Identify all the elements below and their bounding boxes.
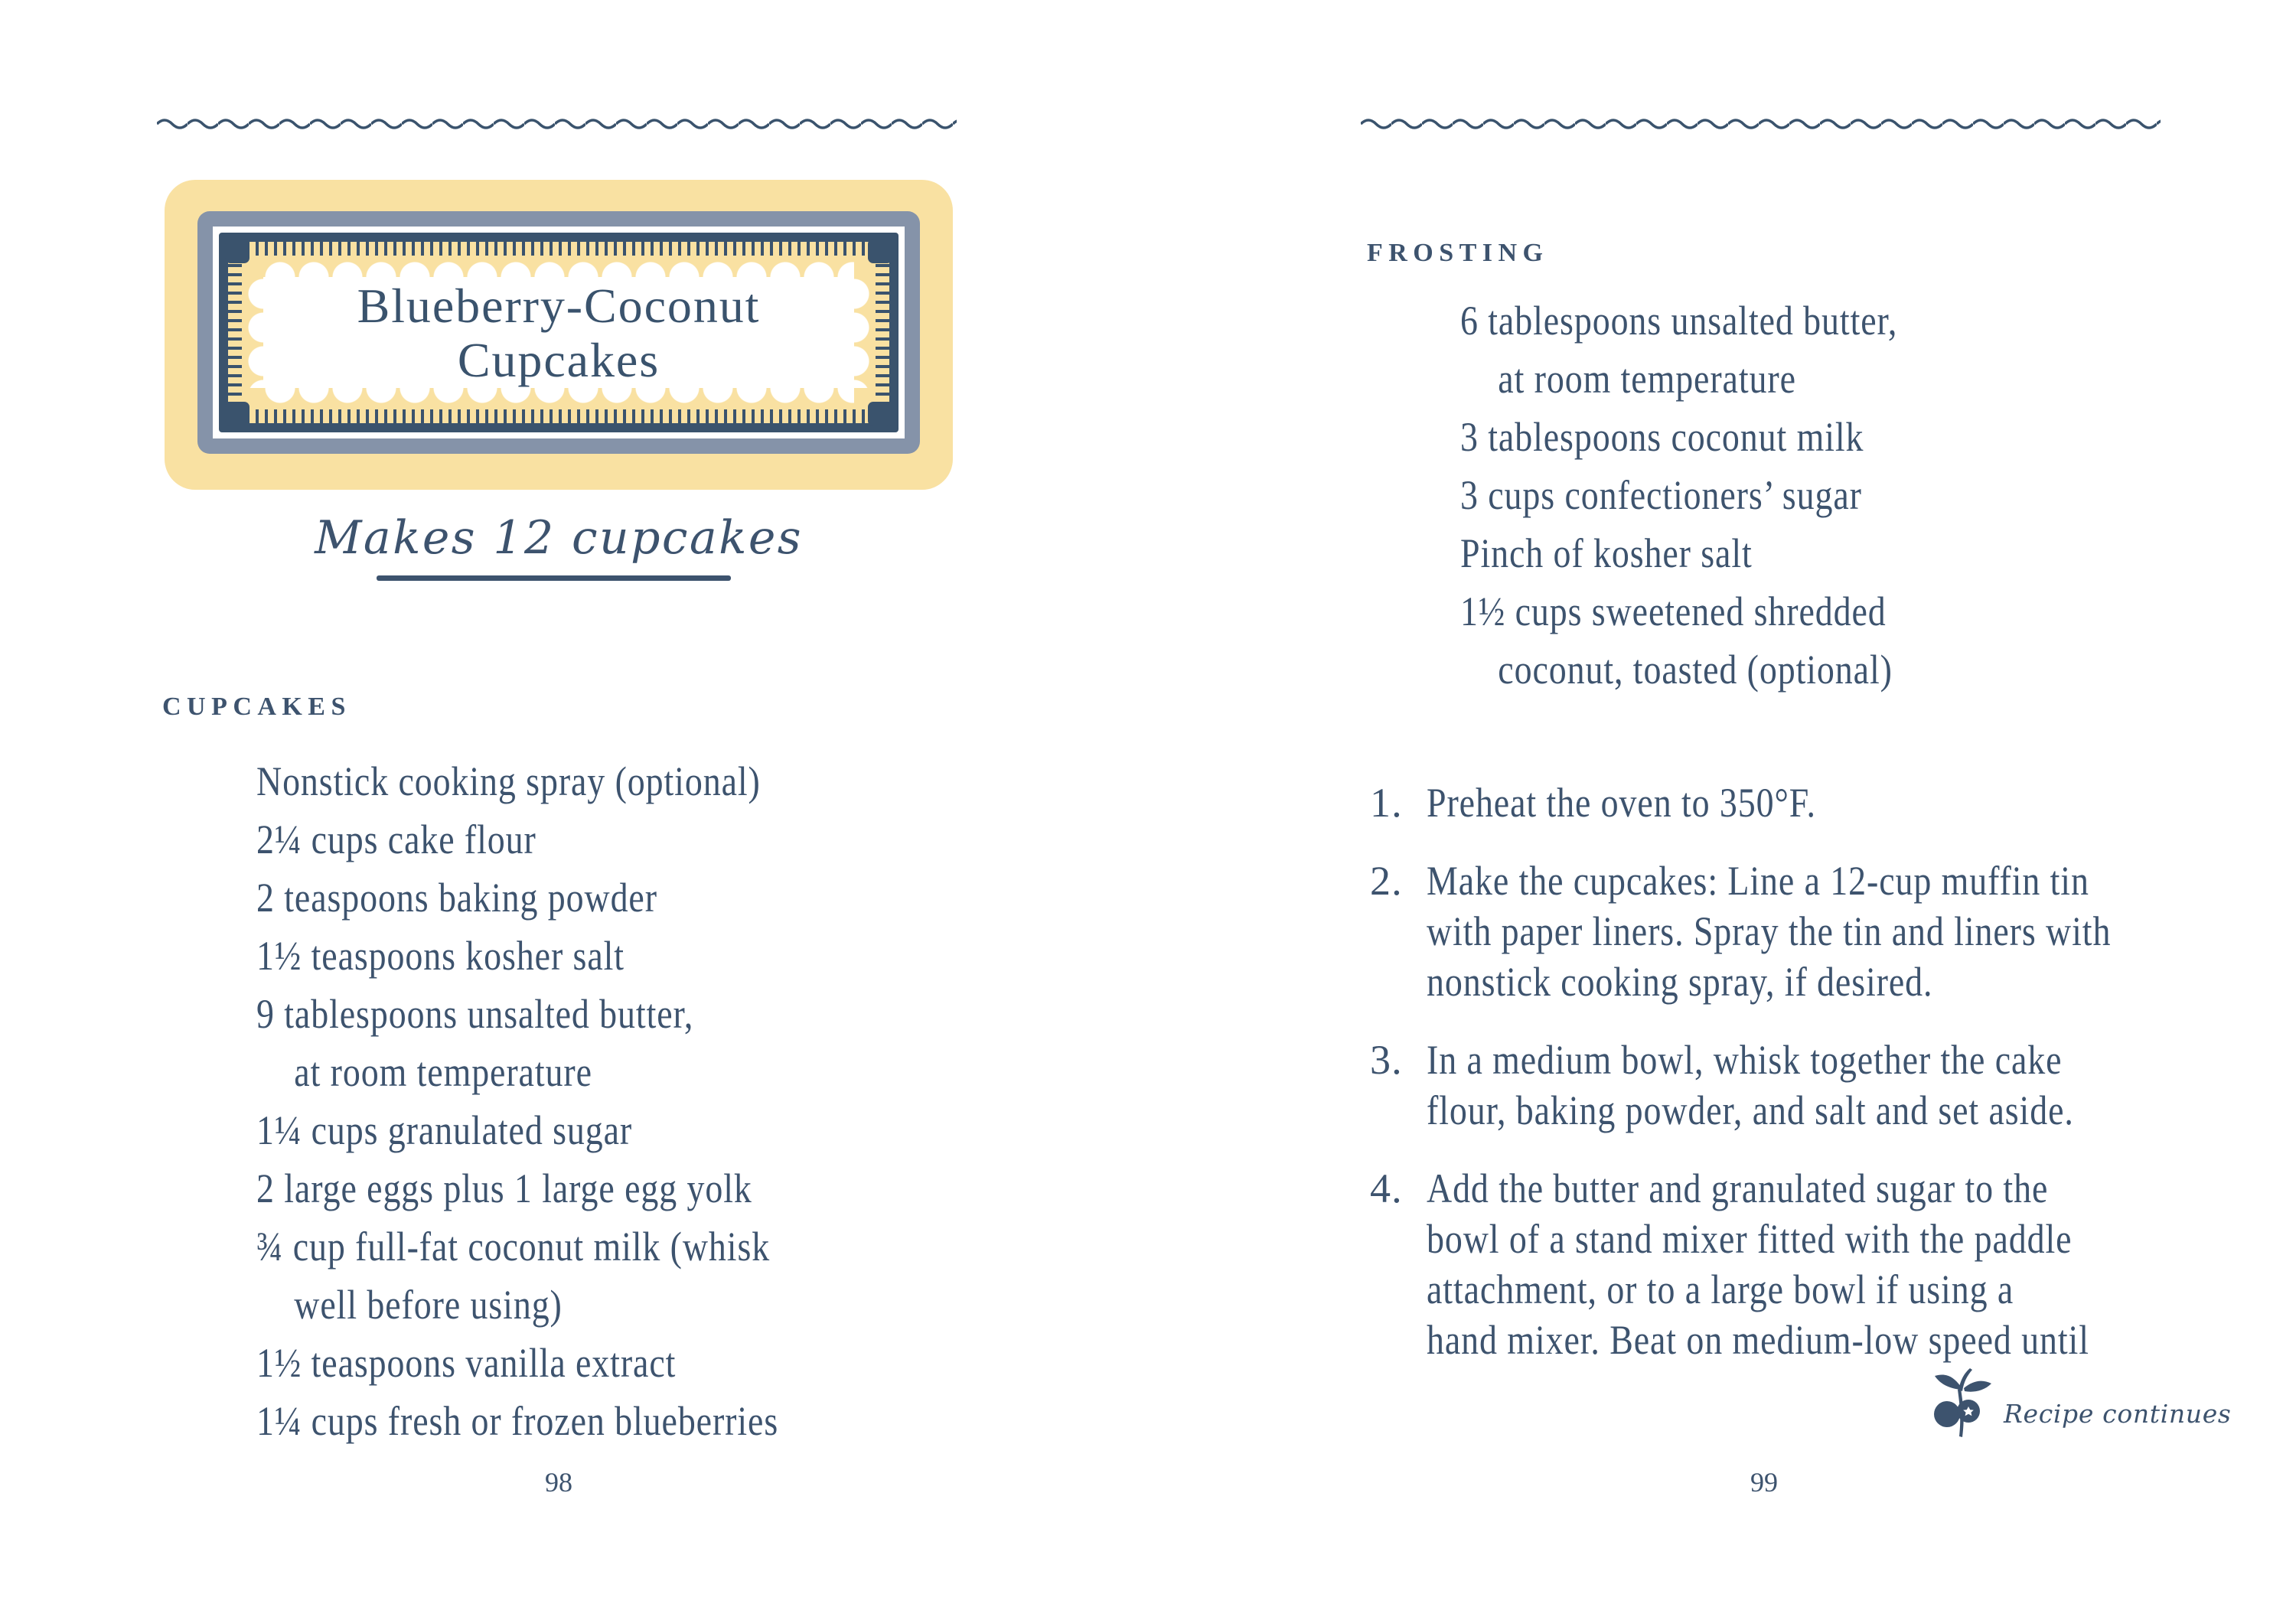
step-text: Add the butter and granulated sugar to the bowl of a stand mixer fitted with the paddle attachment, or to a large bowl if using a hand mixer. Beat on medium-low speed until <box>1427 1165 2089 1363</box>
page-number-right: 99 <box>1750 1467 1778 1498</box>
frame-corner-icon <box>225 402 249 426</box>
ingredient-line: 2 teaspoons baking powder <box>256 875 657 921</box>
step-2 <box>1370 856 2265 1007</box>
frame-teeth-right <box>876 242 889 423</box>
ingredient-line: Pinch of kosher salt <box>1460 530 1753 576</box>
ingredient-line: 1½ teaspoons vanilla extract <box>256 1340 677 1386</box>
ingredient-line: 6 tablespoons unsalted butter, <box>1460 298 1898 344</box>
scallop-border-top <box>263 256 854 277</box>
scallop-border-left <box>242 277 263 388</box>
step-number: 4. <box>1370 1165 1403 1211</box>
frame-corner-icon <box>868 239 892 263</box>
cupcakes-ingredient-list <box>256 752 778 1450</box>
step-text: Preheat the oven to 350°F. <box>1427 780 1816 826</box>
page-number-left: 98 <box>545 1467 572 1498</box>
wavy-divider-icon <box>1361 116 2161 132</box>
yield-note: Makes 12 cupcakes <box>315 511 803 565</box>
frame-teeth-bottom <box>228 409 889 423</box>
ingredient-line: 3 cups confectioners’ sugar <box>1460 472 1862 518</box>
title-card-outer-frame <box>197 211 920 454</box>
instruction-steps <box>1370 777 2265 1393</box>
blueberry-sprig-icon <box>1923 1367 1999 1440</box>
frosting-ingredient-list <box>1460 292 1897 699</box>
frame-corner-icon <box>868 402 892 426</box>
frame-teeth-left <box>228 242 242 423</box>
step-1 <box>1370 777 2265 828</box>
section-header-cupcakes: CUPCAKES <box>162 693 351 721</box>
step-number: 1. <box>1370 780 1403 826</box>
step-text: In a medium bowl, whisk together the cake flour, baking powder, and salt and set aside. <box>1427 1037 2074 1133</box>
scallop-border-right <box>854 277 876 388</box>
recipe-title <box>263 277 854 388</box>
recipe-title-line2: Cupcakes <box>457 332 660 387</box>
frame-teeth-top <box>228 242 889 256</box>
ingredient-line: 1¼ cups granulated sugar <box>256 1107 633 1153</box>
scallop-border-bottom <box>263 388 854 409</box>
ingredient-line: well before using) <box>294 1282 563 1328</box>
ingredient-line: at room temperature <box>294 1049 592 1095</box>
ingredient-line: ¾ cup full-fat coconut milk (whisk <box>256 1224 771 1270</box>
recipe-continues-note: Recipe continues <box>2004 1399 2232 1429</box>
ingredient-line: 2¼ cups cake flour <box>256 817 536 862</box>
recipe-title-card <box>165 180 953 490</box>
step-number: 3. <box>1370 1037 1403 1083</box>
title-card-inner-frame <box>219 233 899 432</box>
ingredient-line: 1½ teaspoons kosher salt <box>256 933 625 979</box>
yield-note-underline <box>377 575 731 581</box>
ingredient-line: 1¼ cups fresh or frozen blueberries <box>256 1398 779 1444</box>
ingredient-line: at room temperature <box>1498 356 1796 402</box>
wavy-divider-icon <box>157 116 957 132</box>
ingredient-line: 9 tablespoons unsalted butter, <box>256 991 694 1037</box>
ingredient-line: 2 large eggs plus 1 large egg yolk <box>256 1165 752 1211</box>
section-header-frosting: FROSTING <box>1367 239 1549 267</box>
recipe-title-line1: Blueberry-Coconut <box>357 278 761 333</box>
step-4 <box>1370 1163 2265 1365</box>
ingredient-line: 3 tablespoons coconut milk <box>1460 414 1864 460</box>
ingredient-line: Nonstick cooking spray (optional) <box>256 758 761 804</box>
step-3 <box>1370 1035 2265 1136</box>
step-number: 2. <box>1370 858 1403 904</box>
frame-corner-icon <box>225 239 249 263</box>
ingredient-line: coconut, toasted (optional) <box>1498 647 1893 693</box>
step-text: Make the cupcakes: Line a 12-cup muffin tin with paper liners. Spray the tin and liners with nonstick cooking spray, if desired. <box>1427 858 2112 1005</box>
ingredient-line: 1½ cups sweetened shredded <box>1460 588 1887 634</box>
